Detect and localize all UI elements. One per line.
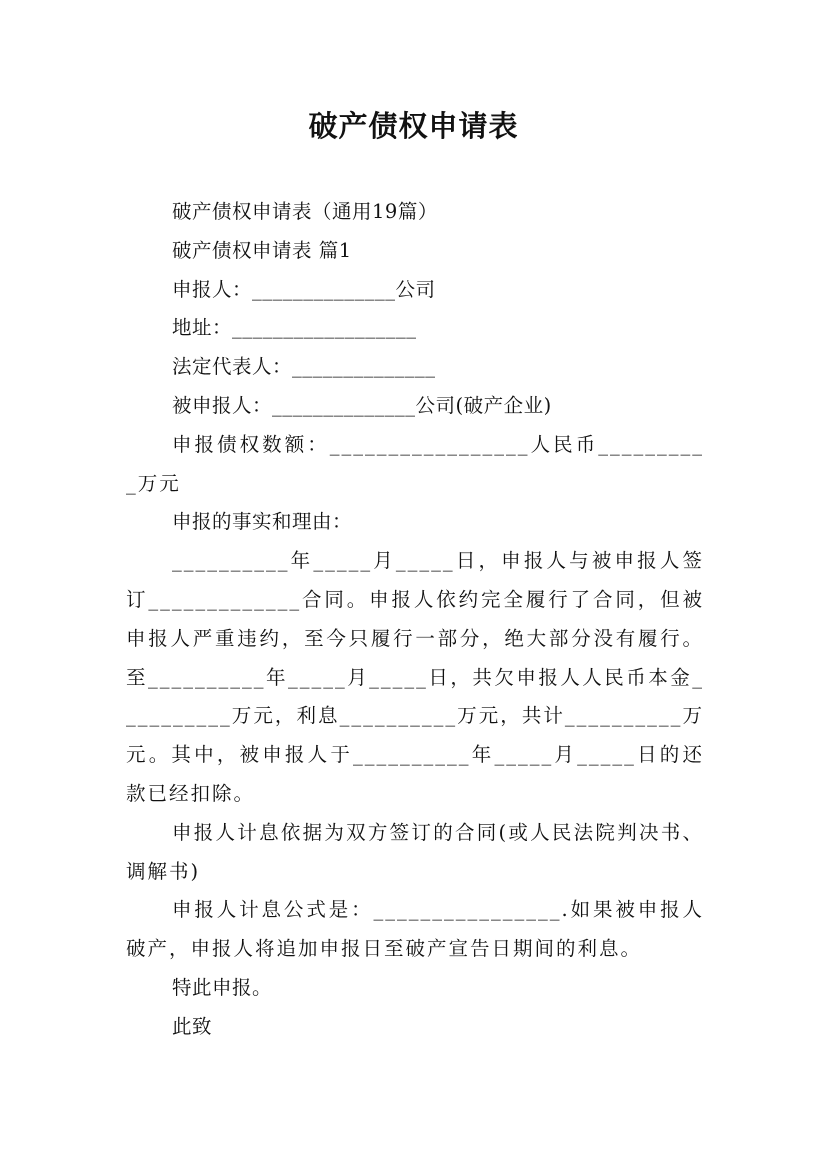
- document-body: [126, 193, 704, 1047]
- paragraph-respondent: 被申报人：______________公司(破产企业): [172, 393, 552, 417]
- paragraph-facts-heading: 申报的事实和理由：: [172, 510, 353, 534]
- paragraph-address: 地址：__________________: [172, 316, 417, 340]
- document-title: 破产债权申请表: [308, 109, 519, 143]
- paragraph-section-heading: 破产债权申请表 篇1: [172, 238, 352, 262]
- paragraph-declaration: 特此申报。: [172, 975, 273, 999]
- paragraph-claim-amount: 申报债权数额：_________________人民币__________万元: [126, 432, 704, 495]
- paragraph-subtitle: 破产债权申请表（通用19篇）: [172, 200, 438, 223]
- paragraph-interest-formula: 申报人计息公式是：________________.如果被申报人破产，申报人将追加申报日至破产宣告日期间的利息。: [126, 898, 704, 961]
- paragraph-salutation: 此致: [172, 1014, 213, 1038]
- paragraph-applicant: 申报人：______________公司: [172, 277, 436, 301]
- paragraph-legal-representative: 法定代表人：______________: [172, 355, 436, 379]
- paragraph-interest-basis: 申报人计息依据为双方签订的合同(或人民法院判决书、调解书): [126, 820, 704, 883]
- paragraph-facts-body: __________年_____月_____日，申报人与被申报人签订_____________合同。申报人依约完全履行了合同，但被申报人严重违约，至今只履行一部分，绝大部分没有履行。至__________年_____月_____日，共欠申报人人民币本金__________万元，利息__________万元，共计__________万元。其中，被申报人于__________年_____月_____日的还款已经扣除。: [126, 549, 704, 805]
